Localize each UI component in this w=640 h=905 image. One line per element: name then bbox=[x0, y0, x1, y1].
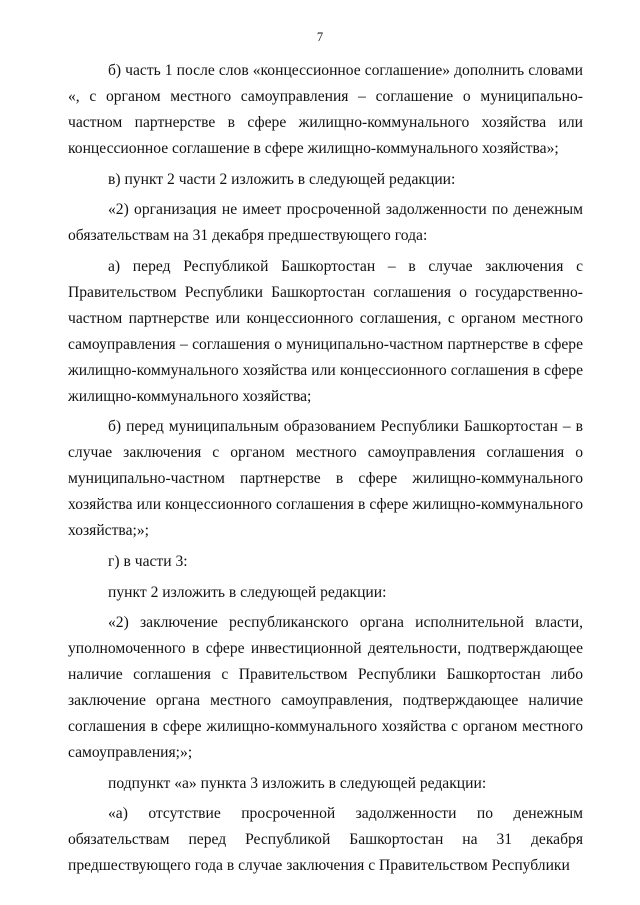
paragraph-g-part-3: г) в части 3: bbox=[108, 552, 188, 570]
paragraph-item-2: «2) организация не имеет просроченной задолженности по денежным обязательствам на 31 декабря предшествующего года: bbox=[68, 201, 583, 245]
paragraph-item-2-intro: пункт 2 изложить в следующей редакции: bbox=[108, 583, 387, 601]
paragraph-v-intro: в) пункт 2 части 2 изложить в следующей редакции: bbox=[108, 170, 456, 188]
paragraph-item-2-text: «2) заключение республиканского органа исполнительной власти, уполномоченного в сфере инвестиционной деятельности, подтверждающее наличие соглашения с Правительством Республики Башкортостан либо заключение органа местного самоуправления, подтверждающее наличие соглашения в сфере жилищно-коммунального хозяйства с органом местного самоуправления;»; bbox=[68, 614, 583, 762]
paragraph-subitem-a-text: «а) отсутствие просроченной задолженности по денежным обязательствам перед Республикой Башкортостан на 31 декабря предшествующего года в случае заключения с Правительством Республики bbox=[68, 805, 583, 875]
paragraph-subitem-a: а) перед Республикой Башкортостан – в случае заключения с Правительством Республики Башкортостан соглашения о государственно-частном партнерстве или концессионного соглашения, с органом местного самоуправления – соглашения о муниципально-частном партнерстве в сфере жилищно-коммунального хозяйства или концессионного соглашения в сфере жилищно-коммунального хозяйства; bbox=[68, 257, 583, 405]
paragraph-b-part-1: б) часть 1 после слов «концессионное соглашение» дополнить словами «, с органом местного самоуправления – соглашение о муниципально-частном партнерстве в сфере жилищно-коммунального хозяйства или концессионное соглашение в сфере жилищно-коммунального хозяйства»; bbox=[68, 62, 583, 157]
page-number: 7 bbox=[316, 30, 324, 44]
paragraph-subitem-a-intro: подпункт «а» пункта 3 изложить в следующей редакции: bbox=[108, 774, 487, 792]
paragraph-subitem-b: б) перед муниципальным образованием Республики Башкортостан – в случае заключения с органом местного самоуправления соглашения о муниципально-частном партнерстве в сфере жилищно-коммунального хозяйства или концессионного соглашения в сфере жилищно-коммунального хозяйства;»; bbox=[68, 418, 583, 540]
document-body bbox=[68, 58, 583, 884]
